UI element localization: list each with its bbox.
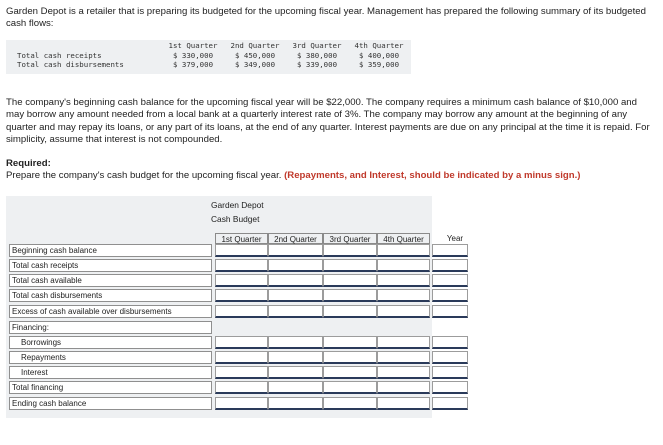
column-header-year: Year bbox=[442, 233, 468, 244]
row-label-excess: Excess of cash available over disbursements bbox=[9, 305, 212, 318]
input-total-disbursements-q3[interactable] bbox=[324, 290, 376, 300]
cell-total-financing-year[interactable] bbox=[432, 381, 468, 394]
column-header-q2: 2nd Quarter bbox=[268, 233, 323, 244]
input-total-receipts-q3[interactable] bbox=[324, 260, 376, 270]
input-borrowings-year[interactable] bbox=[433, 337, 467, 347]
cell-total-available-year[interactable] bbox=[432, 274, 468, 287]
input-beginning-cash-q3[interactable] bbox=[324, 245, 376, 255]
input-excess-year[interactable] bbox=[433, 306, 467, 316]
cell-total-financing-q3[interactable] bbox=[323, 381, 377, 394]
cell-total-receipts-year[interactable] bbox=[432, 259, 468, 272]
row-label-borrowings: Borrowings bbox=[9, 336, 212, 349]
cell-total-available-q3[interactable] bbox=[323, 274, 377, 287]
cell-total-available-q4[interactable] bbox=[377, 274, 430, 287]
input-beginning-cash-q4[interactable] bbox=[378, 245, 429, 255]
cell-borrowings-q2[interactable] bbox=[268, 336, 323, 349]
cell-total-receipts-q3[interactable] bbox=[323, 259, 377, 272]
input-ending-cash-q1[interactable] bbox=[216, 398, 267, 408]
cell-total-disbursements-year[interactable] bbox=[432, 289, 468, 302]
input-interest-year[interactable] bbox=[433, 367, 467, 377]
input-excess-q1[interactable] bbox=[216, 306, 267, 316]
cash-flow-summary bbox=[6, 40, 411, 74]
cell-total-available-q2[interactable] bbox=[268, 274, 323, 287]
summary-disbursements-q4: $ 359,000 bbox=[358, 60, 400, 69]
budget-title: Cash Budget bbox=[211, 214, 260, 224]
summary-label-disbursements: Total cash disbursements bbox=[17, 60, 124, 69]
column-header-q3: 3rd Quarter bbox=[323, 233, 377, 244]
summary-header-q4: 4th Quarter bbox=[354, 41, 404, 50]
summary-disbursements-q3: $ 339,000 bbox=[296, 60, 338, 69]
cell-borrowings-q1[interactable] bbox=[215, 336, 268, 349]
cell-borrowings-q4[interactable] bbox=[377, 336, 430, 349]
row-label-total-available: Total cash available bbox=[9, 274, 212, 287]
input-total-available-year[interactable] bbox=[433, 275, 467, 285]
cell-interest-q4[interactable] bbox=[377, 366, 430, 379]
cell-total-receipts-q4[interactable] bbox=[377, 259, 430, 272]
input-total-disbursements-year[interactable] bbox=[433, 290, 467, 300]
intro-text: Garden Depot is a retailer that is preparing its budgeted for the upcoming fiscal year. Management has prepared the following summary of its budgeted cash flows: bbox=[6, 6, 646, 30]
summary-receipts-q1: $ 330,000 bbox=[172, 51, 214, 60]
input-excess-q3[interactable] bbox=[324, 306, 376, 316]
input-total-disbursements-q1[interactable] bbox=[216, 290, 267, 300]
cell-total-financing-q1[interactable] bbox=[215, 381, 268, 394]
required-emphasis: (Repayments, and Interest, should be indicated by a minus sign.) bbox=[284, 170, 581, 181]
cell-repayments-year[interactable] bbox=[432, 351, 468, 364]
row-label-financing: Financing: bbox=[9, 321, 212, 334]
input-total-financing-year[interactable] bbox=[433, 382, 467, 392]
input-repayments-year[interactable] bbox=[433, 352, 467, 362]
summary-header-q1: 1st Quarter bbox=[168, 41, 218, 50]
cell-excess-q4[interactable] bbox=[377, 305, 430, 318]
input-beginning-cash-q1[interactable] bbox=[216, 245, 267, 255]
input-ending-cash-q4[interactable] bbox=[378, 398, 429, 408]
row-label-interest: Interest bbox=[9, 366, 212, 379]
cell-beginning-cash-q2[interactable] bbox=[268, 244, 323, 257]
input-total-available-q2[interactable] bbox=[269, 275, 322, 285]
input-total-financing-q1[interactable] bbox=[216, 382, 267, 392]
input-excess-q2[interactable] bbox=[269, 306, 322, 316]
budget-company-name: Garden Depot bbox=[211, 200, 264, 210]
input-borrowings-q1[interactable] bbox=[216, 337, 267, 347]
cell-total-disbursements-q4[interactable] bbox=[377, 289, 430, 302]
cell-interest-q2[interactable] bbox=[268, 366, 323, 379]
input-beginning-cash-q2[interactable] bbox=[269, 245, 322, 255]
cell-borrowings-year[interactable] bbox=[432, 336, 468, 349]
input-interest-q2[interactable] bbox=[269, 367, 322, 377]
input-borrowings-q4[interactable] bbox=[378, 337, 429, 347]
input-borrowings-q3[interactable] bbox=[324, 337, 376, 347]
cell-repayments-q4[interactable] bbox=[377, 351, 430, 364]
required-heading: Required: bbox=[6, 158, 51, 169]
row-label-beginning-cash: Beginning cash balance bbox=[9, 244, 212, 257]
column-header-q4: 4th Quarter bbox=[377, 233, 430, 244]
cell-repayments-q2[interactable] bbox=[268, 351, 323, 364]
input-total-financing-q2[interactable] bbox=[269, 382, 322, 392]
row-label-ending-cash: Ending cash balance bbox=[9, 397, 212, 410]
cell-excess-q3[interactable] bbox=[323, 305, 377, 318]
cell-ending-cash-q3[interactable] bbox=[323, 397, 377, 410]
summary-disbursements-q1: $ 379,000 bbox=[172, 60, 214, 69]
row-label-total-receipts: Total cash receipts bbox=[9, 259, 212, 272]
cell-total-available-q1[interactable] bbox=[215, 274, 268, 287]
input-total-financing-q4[interactable] bbox=[378, 382, 429, 392]
cell-total-receipts-q2[interactable] bbox=[268, 259, 323, 272]
cell-excess-year[interactable] bbox=[432, 305, 468, 318]
summary-header-q3: 3rd Quarter bbox=[292, 41, 342, 50]
cell-ending-cash-q4[interactable] bbox=[377, 397, 430, 410]
cell-total-financing-q2[interactable] bbox=[268, 381, 323, 394]
summary-receipts-q3: $ 380,000 bbox=[296, 51, 338, 60]
cell-excess-q2[interactable] bbox=[268, 305, 323, 318]
cell-beginning-cash-year[interactable] bbox=[432, 244, 468, 257]
input-total-available-q3[interactable] bbox=[324, 275, 376, 285]
cell-total-disbursements-q2[interactable] bbox=[268, 289, 323, 302]
input-interest-q4[interactable] bbox=[378, 367, 429, 377]
cell-repayments-q3[interactable] bbox=[323, 351, 377, 364]
input-ending-cash-q3[interactable] bbox=[324, 398, 376, 408]
input-total-available-q1[interactable] bbox=[216, 275, 267, 285]
cell-repayments-q1[interactable] bbox=[215, 351, 268, 364]
cell-ending-cash-q2[interactable] bbox=[268, 397, 323, 410]
cell-total-receipts-q1[interactable] bbox=[215, 259, 268, 272]
cell-ending-cash-year[interactable] bbox=[432, 397, 468, 410]
input-repayments-q3[interactable] bbox=[324, 352, 376, 362]
input-ending-cash-q2[interactable] bbox=[269, 398, 322, 408]
required-text: Prepare the company's cash budget for the upcoming fiscal year. bbox=[6, 170, 282, 181]
input-total-available-q4[interactable] bbox=[378, 275, 429, 285]
row-label-total-financing: Total financing bbox=[9, 381, 212, 394]
cell-total-disbursements-q3[interactable] bbox=[323, 289, 377, 302]
summary-header-q2: 2nd Quarter bbox=[230, 41, 280, 50]
cell-interest-q3[interactable] bbox=[323, 366, 377, 379]
input-total-disbursements-q2[interactable] bbox=[269, 290, 322, 300]
summary-receipts-q2: $ 450,000 bbox=[234, 51, 276, 60]
input-total-disbursements-q4[interactable] bbox=[378, 290, 429, 300]
input-repayments-q2[interactable] bbox=[269, 352, 322, 362]
cell-interest-q1[interactable] bbox=[215, 366, 268, 379]
row-label-total-disbursements: Total cash disbursements bbox=[9, 289, 212, 302]
summary-label-receipts: Total cash receipts bbox=[17, 51, 102, 60]
input-borrowings-q2[interactable] bbox=[269, 337, 322, 347]
input-total-financing-q3[interactable] bbox=[324, 382, 376, 392]
cell-beginning-cash-q1[interactable] bbox=[215, 244, 268, 257]
row-label-repayments: Repayments bbox=[9, 351, 212, 364]
required-instructions bbox=[6, 170, 581, 181]
cell-ending-cash-q1[interactable] bbox=[215, 397, 268, 410]
cell-interest-year[interactable] bbox=[432, 366, 468, 379]
problem-paragraph: The company's beginning cash balance for the upcoming fiscal year will be $22,000. The company requires a minimum cash balance of $10,000 and may borrow any amount needed from a local bank at a quarterly interest rate of 3%. The company may borrow any amount at the beginning of any quarter and may repay its loans, or any part of its loans, at the end of any quarter. Interest payments are due on any principal at the time it is repaid. For simplicity, assume that interest is not compounded. bbox=[6, 97, 650, 146]
input-interest-q3[interactable] bbox=[324, 367, 376, 377]
cell-total-disbursements-q1[interactable] bbox=[215, 289, 268, 302]
column-header-q1: 1st Quarter bbox=[215, 233, 268, 244]
input-total-receipts-q2[interactable] bbox=[269, 260, 322, 270]
input-total-receipts-q4[interactable] bbox=[378, 260, 429, 270]
cell-total-financing-q4[interactable] bbox=[377, 381, 430, 394]
cell-beginning-cash-q4[interactable] bbox=[377, 244, 430, 257]
input-total-receipts-q1[interactable] bbox=[216, 260, 267, 270]
cell-excess-q1[interactable] bbox=[215, 305, 268, 318]
input-interest-q1[interactable] bbox=[216, 367, 267, 377]
summary-receipts-q4: $ 400,000 bbox=[358, 51, 400, 60]
cell-beginning-cash-q3[interactable] bbox=[323, 244, 377, 257]
input-repayments-q1[interactable] bbox=[216, 352, 267, 362]
input-ending-cash-year[interactable] bbox=[433, 398, 467, 408]
summary-disbursements-q2: $ 349,000 bbox=[234, 60, 276, 69]
input-total-receipts-year[interactable] bbox=[433, 260, 467, 270]
input-excess-q4[interactable] bbox=[378, 306, 429, 316]
cell-borrowings-q3[interactable] bbox=[323, 336, 377, 349]
input-repayments-q4[interactable] bbox=[378, 352, 429, 362]
input-beginning-cash-year[interactable] bbox=[433, 245, 467, 255]
